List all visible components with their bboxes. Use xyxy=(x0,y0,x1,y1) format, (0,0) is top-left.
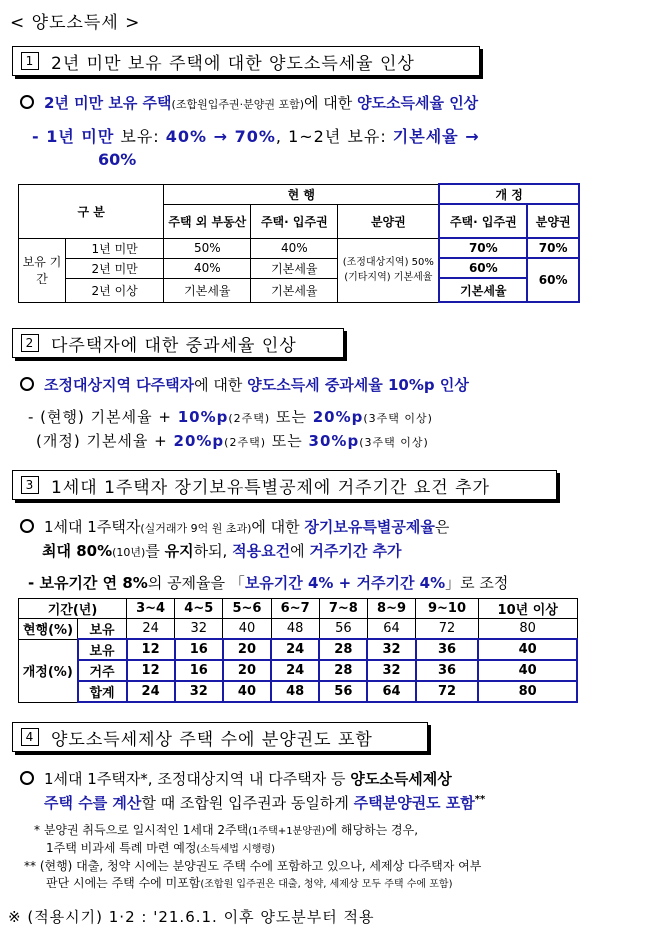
sub-line-cont: 60% xyxy=(98,150,137,169)
circle-bullet-icon xyxy=(20,95,34,109)
bullet-line: 2년 미만 보유 주택(조합원입주권·분양권 포함)에 대한 양도소득세율 인상 xyxy=(20,92,478,113)
sub-line: (개정) 기본세율 + 20%p(2주택) 또는 30%p(3주택 이상) xyxy=(36,432,429,450)
bullet-line: 조정대상지역 다주택자에 대한 양도소득세 중과세율 10%p 인상 xyxy=(20,374,469,395)
sub-line: - 보유기간 연 8%의 공제율을 「보유기간 4% + 거주기간 4%」로 조정 xyxy=(28,574,509,592)
deduction-table: 기간(년) 3~4 4~5 5~6 6~7 7~8 8~9 9~10 10년 이상 현행(%) 보유 24 32 40 48 56 64 72 80 개정(%) 보유 12 16 20 24 28 32 36 40 거주 12 16 20 24 28 32 36 40 합계 24 32 40 48 56 64 72 80 xyxy=(18,598,578,703)
footer-note: ※ (적용시기) 1·2 : '21.6.1. 이후 양도분부터 적용 xyxy=(8,908,375,926)
sub-line: - 1년 미만 보유: 40% → 70%, 1~2년 보유: 기본세율 → xyxy=(32,127,480,146)
section-3-header: 3 1세대 1주택자 장기보유특별공제에 거주기간 요건 추가 xyxy=(12,470,557,500)
footnote-2: ** (현행) 대출, 청약 시에는 분양권도 주택 수에 포함하고 있으나, 세제상 다주택자 여부 판단 시에는 주택 수에 미포함(조합원 입주권은 대출, 청약, 세제상 모두 주택 수에 포함) xyxy=(24,859,482,890)
circle-bullet-icon xyxy=(20,519,34,533)
tax-rate-table: 구 분 현 행 개 정 주택 외 부동산 주택· 입주권 분양권 주택· 입주권 분양권 보유 기간 1년 미만 50% 40% (조정대상지역) 50% (기타지역) 기본세율 70% 70% 2년 미만 40% 기본세율 60% 60% 2년 이상 기본세율 기본세율 기본세율 xyxy=(18,183,580,303)
circle-bullet-icon xyxy=(20,377,34,391)
circle-bullet-icon xyxy=(20,771,34,785)
section-1-header xyxy=(12,46,480,76)
bullet-line: 1세대 1주택자*, 조정대상지역 내 다주택자 등 양도소득세제상 xyxy=(20,768,452,789)
bullet-line: 1세대 1주택자(실거래가 9억 원 초과)에 대한 장기보유특별공제율은 xyxy=(20,516,449,537)
footnote-1: * 분양권 취득으로 일시적인 1세대 2주택(1주택+1분양권)에 해당하는 경우, 1주택 비과세 특례 마련 예정(소득세법 시행령) xyxy=(34,823,419,855)
bullet-line-cont: 주택 수를 계산할 때 조합원 입주권과 동일하게 주택분양권도 포함** xyxy=(44,794,486,812)
section-heading: 2년 미만 보유 주택에 대한 양도소득세율 인상 xyxy=(51,53,415,74)
section-2-header: 2 다주택자에 대한 중과세율 인상 xyxy=(12,328,344,358)
bullet-line-cont: 최대 80%(10년)를 유지하되, 적용요건에 거주기간 추가 xyxy=(42,542,402,560)
page-title: < 양도소득세 > xyxy=(10,13,141,33)
section-number: 1 xyxy=(21,52,39,70)
sub-line: - (현행) 기본세율 + 10%p(2주택) 또는 20%p(3주택 이상) xyxy=(28,408,433,426)
section-4-header: 4 양도소득세제상 주택 수에 분양권도 포함 xyxy=(12,722,428,752)
